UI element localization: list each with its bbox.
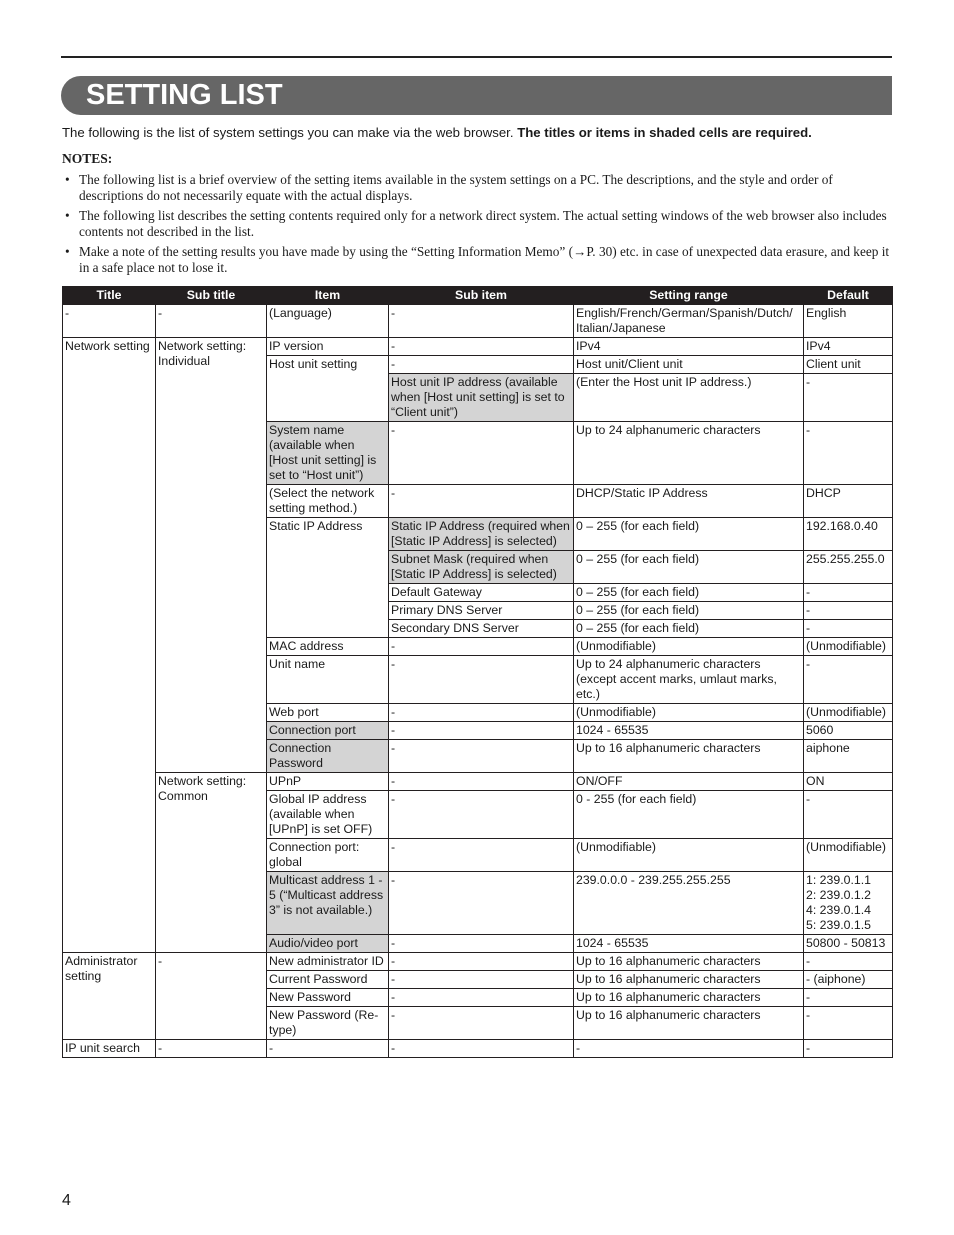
default-cell: 255.255.255.0: [804, 551, 893, 584]
title-cell: IP unit search: [63, 1040, 156, 1058]
default-cell: -: [804, 602, 893, 620]
setting-range-cell: Up to 24 alphanumeric characters: [574, 422, 804, 485]
default-cell: [804, 872, 893, 935]
default-line: 5: 239.0.1.5: [806, 918, 871, 932]
settings-table: [62, 286, 893, 1058]
note-item: [62, 172, 892, 203]
setting-range-cell: 1024 - 65535: [574, 722, 804, 740]
default-cell: DHCP: [804, 485, 893, 518]
title-banner: [61, 76, 892, 115]
setting-range-cell: Up to 16 alphanumeric characters: [574, 953, 804, 971]
item-cell: (Select the network setting method.): [267, 485, 389, 518]
sub-item-cell: -: [389, 740, 574, 773]
item-cell: Host unit setting: [267, 356, 389, 422]
item-cell: Current Password: [267, 971, 389, 989]
sub-item-cell: Default Gateway: [389, 584, 574, 602]
setting-range-cell: -: [574, 1040, 804, 1058]
item-cell: Connection port: [267, 722, 389, 740]
default-cell: aiphone: [804, 740, 893, 773]
table-header-row: [63, 287, 893, 305]
sub-item-cell: -: [389, 791, 574, 839]
setting-range-cell: Up to 16 alphanumeric characters: [574, 1007, 804, 1040]
default-cell: 50800 - 50813: [804, 935, 893, 953]
default-cell: -: [804, 1007, 893, 1040]
sub-item-cell: -: [389, 722, 574, 740]
sub-title-cell: -: [156, 305, 267, 338]
setting-range-cell: 0 - 255 (for each field): [574, 791, 804, 839]
default-line: 2: 239.0.1.2: [806, 888, 871, 902]
default-cell: -: [804, 374, 893, 422]
sub-title-cell: Network setting: Individual: [156, 338, 267, 773]
default-cell: - (aiphone): [804, 971, 893, 989]
setting-range-cell: DHCP/Static IP Address: [574, 485, 804, 518]
sub-item-cell: -: [389, 773, 574, 791]
sub-item-cell: Secondary DNS Server: [389, 620, 574, 638]
item-cell: -: [267, 1040, 389, 1058]
default-cell: ON: [804, 773, 893, 791]
table-row: [63, 1040, 893, 1058]
default-cell: Client unit: [804, 356, 893, 374]
default-cell: IPv4: [804, 338, 893, 356]
title-cell: -: [63, 305, 156, 338]
table-row: [63, 953, 893, 971]
note-item: [62, 208, 892, 239]
default-cell: -: [804, 422, 893, 485]
sub-item-cell: -: [389, 485, 574, 518]
item-cell: UPnP: [267, 773, 389, 791]
setting-range-cell: English/French/German/Spanish/Dutch/ Italian/Japanese: [574, 305, 804, 338]
sub-item-cell: -: [389, 338, 574, 356]
default-cell: -: [804, 953, 893, 971]
header-title: Title: [63, 287, 156, 305]
item-cell: Web port: [267, 704, 389, 722]
item-cell: New Password: [267, 989, 389, 1007]
bullet-icon: •: [65, 172, 70, 187]
sub-item-cell: -: [389, 953, 574, 971]
default-cell: English: [804, 305, 893, 338]
intro-text: The following is the list of system settings you can make via the web browser.: [62, 125, 518, 140]
setting-range-cell: 239.0.0.0 - 239.255.255.255: [574, 872, 804, 935]
header-sub-title: Sub title: [156, 287, 267, 305]
page-number: 4: [62, 1192, 71, 1209]
sub-title-cell: -: [156, 1040, 267, 1058]
default-line: 4: 239.0.1.4: [806, 903, 871, 917]
bullet-icon: •: [65, 208, 70, 223]
setting-range-cell: 0 – 255 (for each field): [574, 551, 804, 584]
setting-range-cell: 0 – 255 (for each field): [574, 620, 804, 638]
setting-range-cell: (Unmodifiable): [574, 704, 804, 722]
item-cell: New administrator ID: [267, 953, 389, 971]
setting-range-cell: Up to 16 alphanumeric characters: [574, 740, 804, 773]
sub-item-cell: -: [389, 971, 574, 989]
default-line: 1: 239.0.1.1: [806, 873, 871, 887]
default-cell: -: [804, 1040, 893, 1058]
default-cell: -: [804, 584, 893, 602]
sub-item-cell: -: [389, 1007, 574, 1040]
table-row: [63, 773, 893, 791]
setting-range-cell: Up to 16 alphanumeric characters: [574, 989, 804, 1007]
title-cell: Network setting: [63, 338, 156, 953]
intro-bold-text: The titles or items in shaded cells are required.: [517, 125, 812, 140]
header-sub-item: Sub item: [389, 287, 574, 305]
sub-title-cell: Network setting: Common: [156, 773, 267, 953]
default-cell: -: [804, 656, 893, 704]
item-cell: System name (available when [Host unit setting] is set to “Host unit”): [267, 422, 389, 485]
item-cell: Audio/video port: [267, 935, 389, 953]
sub-item-cell: -: [389, 989, 574, 1007]
item-cell: Unit name: [267, 656, 389, 704]
setting-range-cell: Host unit/Client unit: [574, 356, 804, 374]
setting-range-cell: (Enter the Host unit IP address.): [574, 374, 804, 422]
sub-item-cell: Static IP Address (required when [Static IP Address] is selected): [389, 518, 574, 551]
table-row: [63, 305, 893, 338]
item-cell: (Language): [267, 305, 389, 338]
default-cell: (Unmodifiable): [804, 839, 893, 872]
sub-item-cell: -: [389, 422, 574, 485]
sub-item-cell: -: [389, 638, 574, 656]
default-cell: -: [804, 620, 893, 638]
default-cell: (Unmodifiable): [804, 704, 893, 722]
notes-title: NOTES:: [62, 151, 113, 166]
item-cell: Connection Password: [267, 740, 389, 773]
setting-range-cell: 1024 - 65535: [574, 935, 804, 953]
item-cell: New Password (Re-type): [267, 1007, 389, 1040]
top-rule: [61, 56, 892, 58]
bullet-icon: •: [65, 244, 70, 259]
default-cell: 5060: [804, 722, 893, 740]
item-cell: IP version: [267, 338, 389, 356]
setting-range-cell: ON/OFF: [574, 773, 804, 791]
page-title: SETTING LIST: [86, 79, 283, 111]
default-cell: 192.168.0.40: [804, 518, 893, 551]
sub-item-cell: -: [389, 872, 574, 935]
note-text: The following list is a brief overview of the setting items available in the system settings on a PC. The descriptions, and the style and order of descriptions do not necessarily equate with the actual displays.: [79, 172, 833, 203]
item-cell: Static IP Address: [267, 518, 389, 638]
sub-item-cell: Host unit IP address (available when [Host unit setting] is set to “Client unit”): [389, 374, 574, 422]
setting-range-cell: 0 – 255 (for each field): [574, 518, 804, 551]
title-cell: Administrator setting: [63, 953, 156, 1040]
sub-item-cell: Subnet Mask (required when [Static IP Address] is selected): [389, 551, 574, 584]
setting-range-cell: (Unmodifiable): [574, 638, 804, 656]
table-row: [63, 338, 893, 356]
note-text: The following list describes the setting contents required only for a network direct system. The actual setting windows of the web browser also includes contents not described in the list.: [79, 208, 887, 239]
header-setting-range: Setting range: [574, 287, 804, 305]
setting-range-cell: (Unmodifiable): [574, 839, 804, 872]
default-cell: -: [804, 791, 893, 839]
default-cell: -: [804, 989, 893, 1007]
sub-title-cell: -: [156, 953, 267, 1040]
note-text: Make a note of the setting results you have made by using the “Setting Information Memo” (→P. 30) etc. in case of unexpected data erasure, and keep it in a safe place not to lose it.: [79, 244, 890, 275]
note-item: [62, 244, 892, 275]
setting-range-cell: 0 – 255 (for each field): [574, 584, 804, 602]
item-cell: Multicast address 1 - 5 (“Multicast address 3” is not available.): [267, 872, 389, 935]
setting-range-cell: 0 – 255 (for each field): [574, 602, 804, 620]
sub-item-cell: -: [389, 356, 574, 374]
sub-item-cell: Primary DNS Server: [389, 602, 574, 620]
notes-list: [62, 172, 892, 280]
intro-paragraph: [62, 125, 892, 141]
sub-item-cell: -: [389, 935, 574, 953]
item-cell: Connection port: global: [267, 839, 389, 872]
sub-item-cell: -: [389, 1040, 574, 1058]
setting-range-cell: Up to 24 alphanumeric characters (except accent marks, umlaut marks, etc.): [574, 656, 804, 704]
item-cell: Global IP address (available when [UPnP] is set OFF): [267, 791, 389, 839]
setting-range-cell: Up to 16 alphanumeric characters: [574, 971, 804, 989]
sub-item-cell: -: [389, 704, 574, 722]
setting-range-cell: IPv4: [574, 338, 804, 356]
item-cell: MAC address: [267, 638, 389, 656]
header-default: Default: [804, 287, 893, 305]
default-cell: (Unmodifiable): [804, 638, 893, 656]
sub-item-cell: -: [389, 656, 574, 704]
sub-item-cell: -: [389, 839, 574, 872]
sub-item-cell: -: [389, 305, 574, 338]
header-item: Item: [267, 287, 389, 305]
